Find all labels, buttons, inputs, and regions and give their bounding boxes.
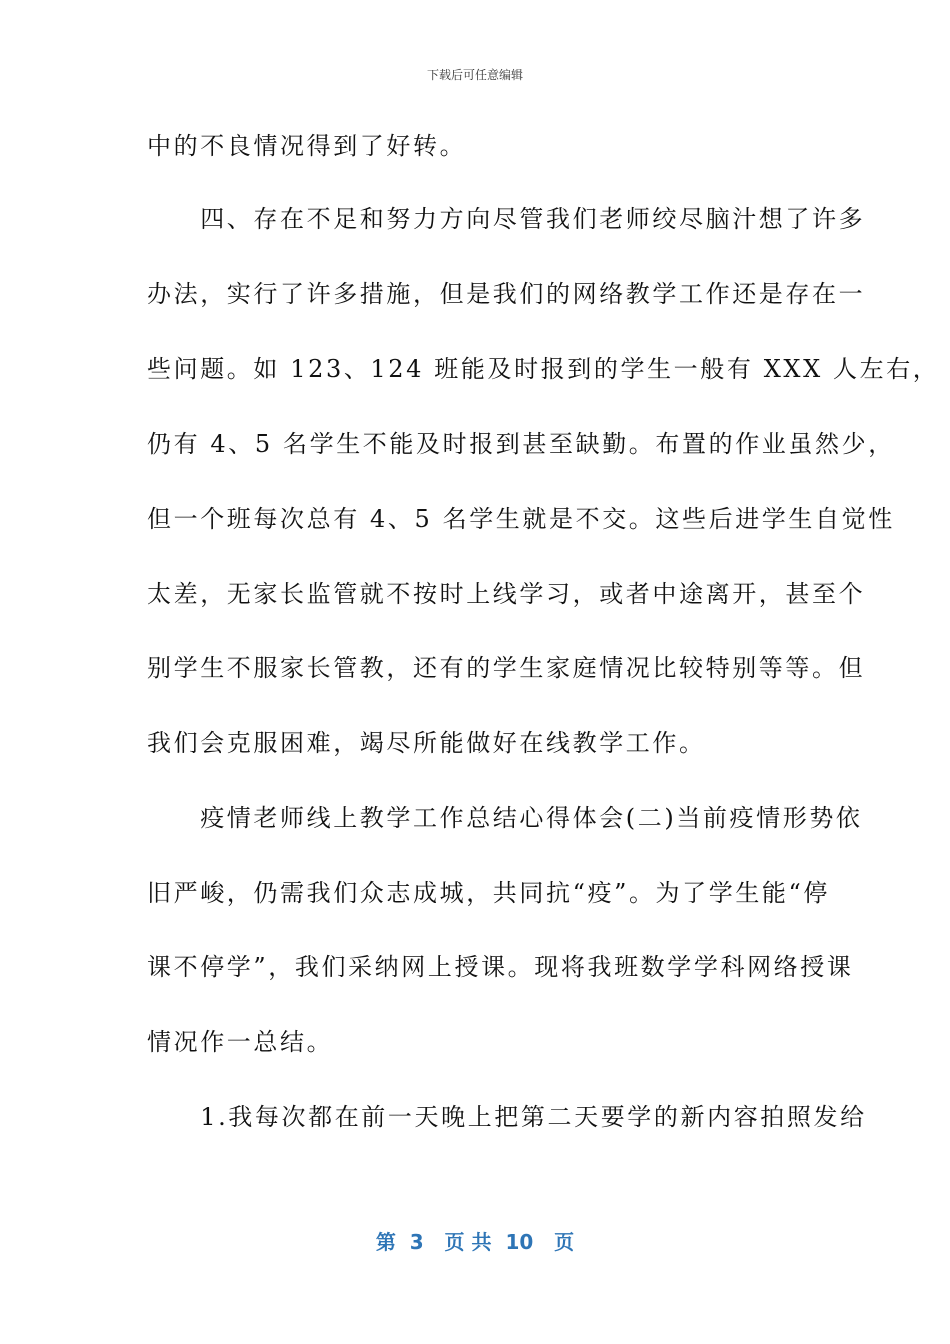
text-line: 情况作一总结。: [147, 1028, 334, 1056]
text-line: 办法，实行了许多措施，但是我们的网络教学工作还是存在一: [147, 280, 866, 308]
text-line: 中的不良情况得到了好转。: [147, 132, 467, 160]
text-line: 课不停学”，我们采纳网上授课。现将我班数学学科网络授课: [147, 953, 854, 981]
text-line: 别学生不服家长管教，还有的学生家庭情况比较特别等等。但: [147, 654, 866, 682]
text-line: 些问题。如 123、124 班能及时报到的学生一般有 XXX 人左右，: [147, 355, 940, 383]
text-line: 旧严峻，仍需我们众志成城，共同抗“疫”。为了学生能“停: [147, 879, 831, 907]
page-number-footer: 第 3 页 共 10 页: [375, 1230, 575, 1254]
text-line: 但一个班每次总有 4、5 名学生就是不交。这些后进学生自觉性: [147, 505, 895, 533]
text-line: 我们会克服困难，竭尽所能做好在线教学工作。: [147, 729, 706, 757]
header-note: 下载后可任意编辑: [426, 68, 523, 82]
text-line: 1.我每次都在前一天晚上把第二天要学的新内容拍照发给: [147, 1103, 867, 1131]
text-line: 四、存在不足和努力方向尽管我们老师绞尽脑汁想了许多: [147, 205, 866, 233]
text-line: 太差，无家长监管就不按时上线学习，或者中途离开，甚至个: [147, 580, 866, 608]
text-line: 疫情老师线上教学工作总结心得体会(二)当前疫情形势依: [147, 804, 863, 832]
text-line: 仍有 4、5 名学生不能及时报到甚至缺勤。布置的作业虽然少，: [147, 430, 895, 458]
